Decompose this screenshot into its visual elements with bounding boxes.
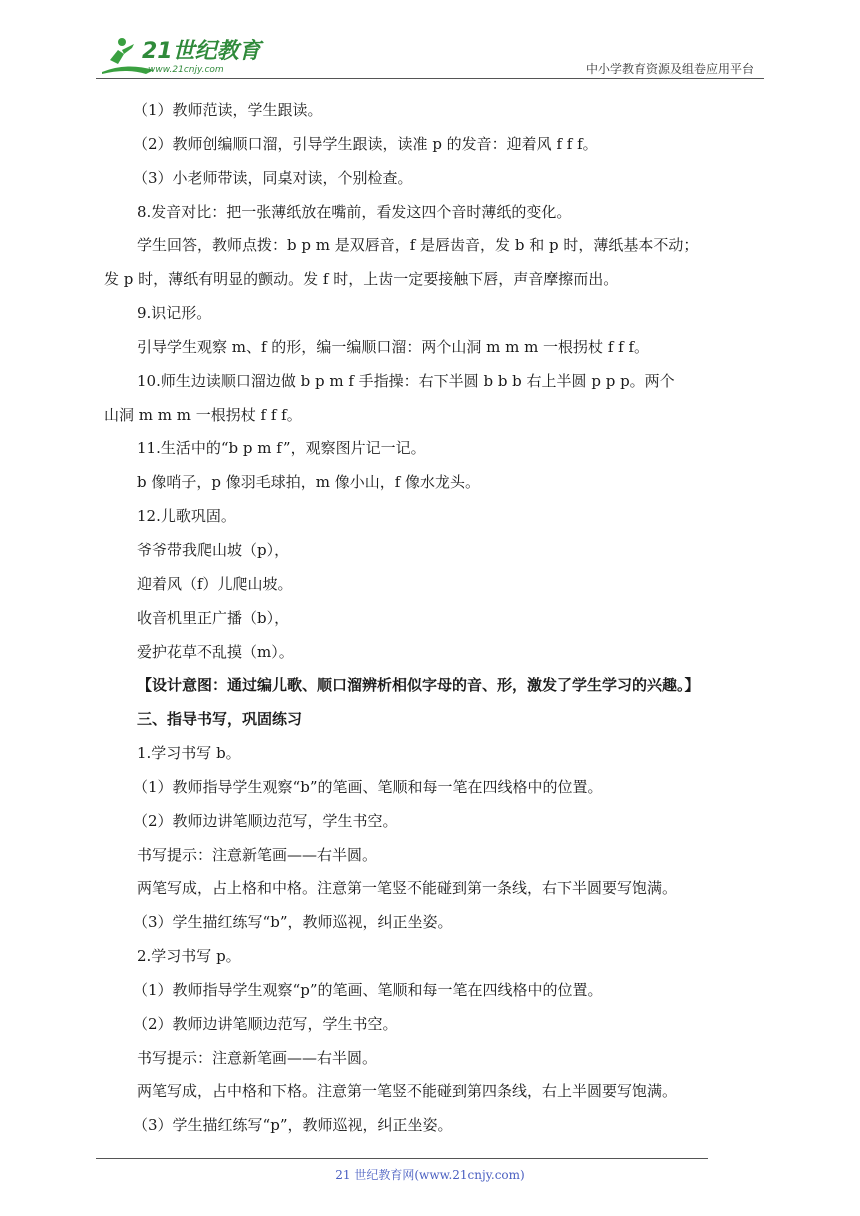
paragraph: （2）教师创编顺口溜，引导学生跟读，读准 p 的发音：迎着风 f f f。	[133, 134, 598, 153]
paragraph: 两笔写成，占上格和中格。注意第一笔竖不能碰到第一条线，右下半圆要写饱满。	[137, 879, 678, 898]
paragraph: 书写提示：注意新笔画——右半圆。	[137, 845, 378, 864]
paragraph: 两笔写成，占中格和下格。注意第一笔竖不能碰到第四条线，右上半圆要写饱满。	[137, 1082, 678, 1101]
paragraph: 山洞 m m m 一根拐杖 f f f。	[104, 405, 302, 424]
section-heading: 三、指导书写，巩固练习	[137, 710, 303, 729]
page-header	[0, 0, 860, 80]
logo-url: www.21cnjy.com	[148, 65, 224, 75]
paragraph: （3）学生描红练写“b”，教师巡视，纠正坐姿。	[133, 913, 453, 932]
paragraph: b 像哨子，p 像羽毛球拍，m 像小山，f 像水龙头。	[137, 473, 481, 492]
paragraph: 学生回答，教师点拨：b p m 是双唇音，f 是唇齿音，发 b 和 p 时，薄纸基本不动；	[137, 236, 699, 255]
paragraph: （1）教师范读，学生跟读。	[133, 101, 323, 119]
paragraph: （2）教师边讲笔顺边范写，学生书空。	[133, 811, 398, 830]
paragraph: （2）教师边讲笔顺边范写，学生书空。	[133, 1014, 398, 1033]
paragraph: （3）学生描红练写“p”，教师巡视，纠正坐姿。	[133, 1116, 453, 1135]
platform-name: 中小学教育资源及组卷应用平台	[585, 62, 754, 76]
paragraph: 爱护花草不乱摸（m）。	[137, 642, 294, 661]
footer-link[interactable]: 21 世纪教育网(www.21cnjy.com)	[335, 1168, 525, 1182]
paragraph: 爷爷带我爬山坡（p），	[137, 540, 290, 559]
paragraph: （1）教师指导学生观察“b”的笔画、笔顺和每一笔在四线格中的位置。	[133, 777, 603, 796]
paragraph: 12.儿歌巩固。	[137, 507, 236, 526]
paragraph: 引导学生观察 m、f 的形，编一编顺口溜：两个山洞 m m m 一根拐杖 f f f。	[137, 337, 650, 356]
logo-text: 21世纪教育	[142, 39, 261, 64]
document-body	[104, 94, 760, 1143]
paragraph: 2.学习书写 p。	[137, 947, 241, 966]
site-logo	[96, 28, 266, 78]
paragraph: 10.师生边读顺口溜边做 b p m f 手指操：右下半圆 b b b 右上半圆 p p p。两个	[137, 371, 675, 390]
paragraph: 迎着风（f）儿爬山坡。	[137, 574, 293, 593]
paragraph: 8.发音对比：把一张薄纸放在嘴前，看发这四个音时薄纸的变化。	[137, 202, 572, 221]
paragraph: （3）小老师带读，同桌对读，个别检查。	[133, 168, 413, 187]
paragraph: 收音机里正广播（b），	[137, 608, 290, 627]
paragraph: （1）教师指导学生观察“p”的笔画、笔顺和每一笔在四线格中的位置。	[133, 980, 603, 999]
paragraph: 1.学习书写 b。	[137, 744, 241, 763]
paragraph: 11.生活中的“b p m f”，观察图片记一记。	[137, 439, 426, 458]
header-divider	[96, 78, 764, 79]
footer-divider	[96, 1158, 708, 1159]
paragraph: 9.识记形。	[137, 304, 212, 323]
paragraph: 发 p 时，薄纸有明显的颤动。发 f 时，上齿一定要接触下唇，声音摩擦而出。	[104, 270, 619, 289]
paragraph: 书写提示：注意新笔画——右半圆。	[137, 1048, 378, 1067]
design-intent-note: 【设计意图：通过编儿歌、顺口溜辨析相似字母的音、形，激发了学生学习的兴趣。】	[137, 676, 700, 695]
